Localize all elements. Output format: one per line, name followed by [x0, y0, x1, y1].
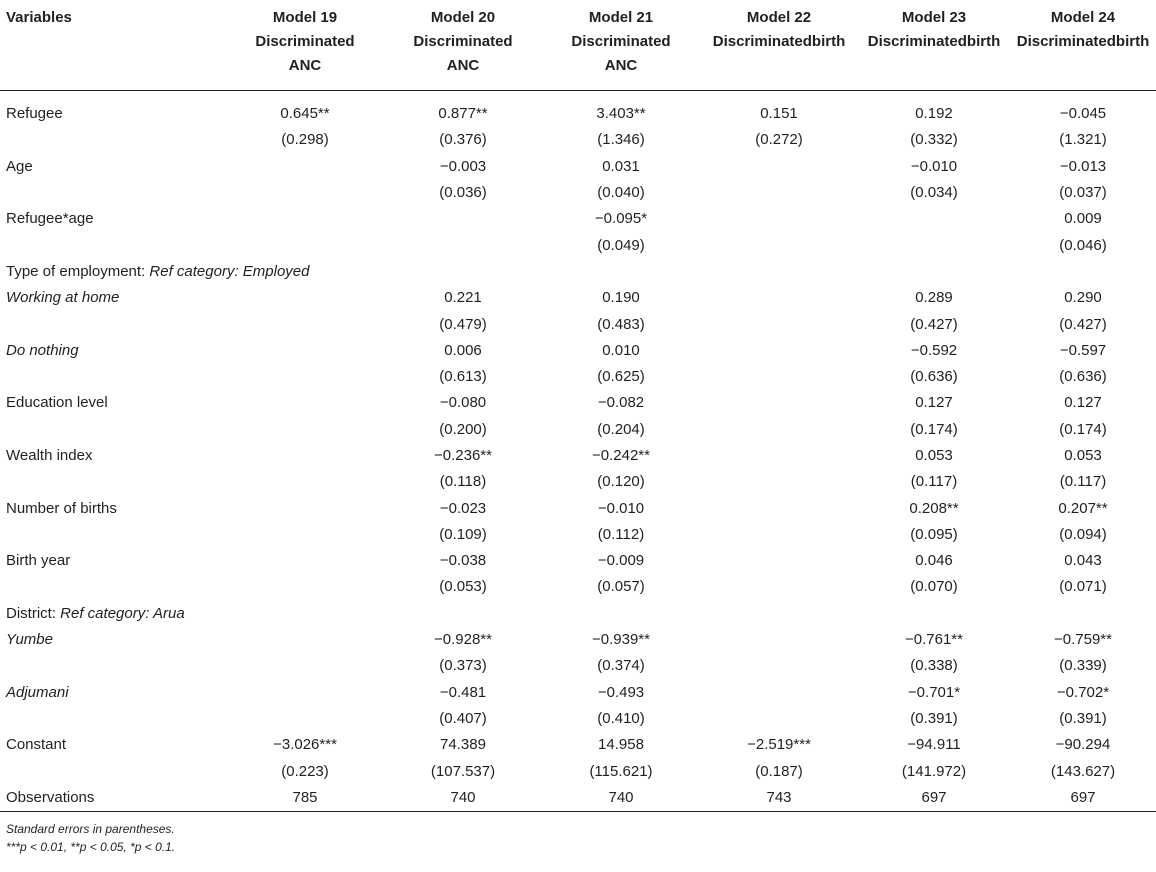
table-cell: (0.118): [439, 473, 487, 491]
footnote-significance: ***p < 0.01, **p < 0.05, *p < 0.1.: [6, 840, 176, 854]
table-cell: [858, 206, 1010, 232]
table-cell: 0.190: [602, 289, 640, 307]
table-cell: (0.034): [910, 184, 958, 202]
table-cell: (107.537): [430, 762, 496, 780]
variables-header-label: Variables: [6, 9, 72, 26]
row-label-text: District:: [6, 604, 61, 622]
table-cell: [700, 390, 858, 416]
row-label: [0, 390, 226, 416]
row-label-text: Constant: [6, 736, 67, 754]
table-row: [0, 732, 1156, 758]
table-cell: [700, 653, 858, 679]
table-cell: 0.127: [1064, 394, 1102, 412]
row-label-text: Refugee: [6, 105, 63, 123]
table-cell: [700, 574, 858, 600]
dependent-variable-label: Discriminatedbirth: [1016, 33, 1150, 50]
table-cell: (0.391): [910, 709, 958, 727]
table-cell: [700, 627, 858, 653]
table-cell: [700, 680, 858, 706]
table-cell: [1010, 601, 1156, 627]
row-label-text: Age: [6, 157, 33, 175]
variables-column-header: [0, 0, 226, 91]
table-header: [0, 0, 1156, 91]
table-cell: [226, 627, 384, 653]
table-row: [0, 574, 1156, 600]
table-cell: (0.479): [439, 315, 487, 333]
dependent-variable-label: Discriminated: [571, 33, 671, 50]
row-label-text: Type of employment:: [6, 262, 150, 280]
model-column-header: [1010, 0, 1156, 91]
table-cell: −3.026***: [273, 736, 337, 754]
row-label: [0, 680, 226, 706]
table-cell: [858, 232, 1010, 258]
table-cell: (0.117): [910, 473, 958, 491]
table-cell: (0.374): [597, 657, 645, 675]
table-cell: 0.221: [444, 289, 482, 307]
table-row: [0, 390, 1156, 416]
row-label: [0, 758, 226, 784]
row-label: [0, 417, 226, 443]
table-cell: [700, 232, 858, 258]
row-label: [0, 127, 226, 153]
row-label-text: Number of births: [6, 499, 117, 517]
table-cell: (0.187): [755, 762, 803, 780]
table-cell: (0.094): [1059, 525, 1107, 543]
table-cell: (0.625): [597, 368, 645, 386]
table-row: [0, 232, 1156, 258]
table-cell: [226, 548, 384, 574]
table-cell: −90.294: [1055, 736, 1111, 754]
table-cell: −0.010: [910, 157, 958, 175]
table-cell: [1010, 259, 1156, 285]
table-row: [0, 417, 1156, 443]
table-cell: −0.939**: [592, 631, 650, 649]
table-row: [0, 627, 1156, 653]
model-name: Model 22: [746, 9, 812, 26]
table-row: [0, 653, 1156, 679]
table-cell: [226, 232, 384, 258]
table-cell: 0.053: [915, 447, 953, 464]
table-cell: [226, 206, 384, 232]
row-label: [0, 232, 226, 258]
table-cell: 740: [384, 785, 542, 812]
table-cell: [700, 338, 858, 364]
table-cell: (0.071): [1059, 578, 1107, 596]
row-label-text: Education level: [6, 394, 108, 412]
table-cell: 14.958: [598, 736, 644, 754]
table-cell: (0.049): [597, 236, 645, 254]
row-label: [0, 495, 226, 521]
table-cell: 785: [226, 785, 384, 812]
table-cell: (0.040): [597, 184, 645, 202]
table-row: [0, 758, 1156, 784]
table-cell: (0.376): [439, 131, 487, 149]
table-cell: (0.174): [910, 420, 958, 438]
table-cell: (0.174): [1059, 420, 1107, 438]
table-cell: −0.761**: [905, 631, 963, 649]
row-label: [0, 522, 226, 548]
table-cell: 0.207**: [1058, 499, 1108, 517]
footnote-standard-errors: Standard errors in parentheses.: [6, 822, 175, 836]
table-cell: [700, 311, 858, 337]
table-cell: (0.223): [281, 762, 329, 780]
table-cell: [226, 522, 384, 548]
table-cell: [226, 154, 384, 180]
table-cell: (0.112): [597, 525, 645, 543]
table-cell: 0.290: [1064, 289, 1102, 307]
table-cell: (0.332): [910, 131, 958, 149]
table-cell: 0.151: [760, 105, 798, 123]
row-label-text: Working at home: [6, 289, 120, 307]
table-cell: −0.236**: [434, 447, 492, 464]
row-label: [0, 653, 226, 679]
table-cell: (0.391): [1059, 709, 1107, 727]
table-cell: −0.597: [1059, 341, 1107, 359]
table-cell: [858, 259, 1010, 285]
table-cell: −0.038: [439, 552, 487, 570]
table-cell: 0.192: [915, 105, 953, 123]
table-cell: 743: [700, 785, 858, 812]
reference-category: Ref category: Arua: [60, 604, 185, 622]
reference-category: Ref category: Employed: [149, 262, 310, 280]
table-row: [0, 522, 1156, 548]
table-cell: 740: [542, 785, 700, 812]
row-label: [0, 259, 310, 285]
table-row: [0, 601, 1156, 627]
table-cell: (0.120): [597, 473, 645, 491]
row-label: [0, 364, 226, 390]
table-cell: −0.928**: [434, 631, 492, 649]
table-cell: (0.427): [1059, 315, 1107, 333]
dependent-variable-label: Discriminatedbirth: [867, 33, 1001, 50]
row-label-text: Observations: [6, 788, 95, 806]
table-cell: [700, 364, 858, 390]
table-row: [0, 311, 1156, 337]
row-label: [0, 785, 226, 812]
dependent-variable-label: ANC: [288, 57, 322, 74]
table-cell: −2.519***: [747, 736, 811, 754]
table-cell: (115.621): [589, 762, 653, 780]
table-cell: −0.080: [439, 394, 487, 412]
table-cell: [700, 443, 858, 469]
table-cell: (0.427): [910, 315, 958, 333]
table-cell: (0.636): [910, 368, 958, 386]
table-cell: [858, 601, 1010, 627]
table-cell: 0.010: [602, 341, 640, 359]
table-cell: [226, 706, 384, 732]
row-label: [0, 469, 226, 495]
table-cell: 0.289: [915, 289, 953, 307]
table-row: [0, 285, 1156, 311]
table-cell: (0.070): [910, 578, 958, 596]
table-row: [0, 259, 1156, 285]
row-label: [0, 206, 226, 232]
table-cell: [226, 601, 384, 627]
table-row: [0, 495, 1156, 521]
table-row: [0, 443, 1156, 469]
table-cell: [700, 206, 858, 232]
table-body: [0, 91, 1156, 812]
table-row: [0, 706, 1156, 732]
table-cell: (0.046): [1059, 236, 1107, 254]
table-row: [0, 127, 1156, 153]
table-cell: [226, 338, 384, 364]
model-name: Model 20: [430, 9, 496, 26]
table-cell: −0.045: [1059, 105, 1107, 123]
table-cell: [700, 417, 858, 443]
table-row: [0, 206, 1156, 232]
dependent-variable-label: Discriminatedbirth: [712, 33, 846, 50]
table-cell: [226, 364, 384, 390]
table-cell: −0.592: [910, 341, 958, 359]
table-cell: 0.043: [1064, 552, 1102, 570]
table-cell: (0.200): [439, 420, 487, 438]
dependent-variable-label: ANC: [446, 57, 480, 74]
table-cell: 0.053: [1064, 447, 1102, 464]
table-cell: −0.010: [597, 499, 645, 517]
row-label: [0, 706, 226, 732]
dependent-variable-label: Discriminated: [413, 33, 513, 50]
table-cell: [700, 522, 858, 548]
table-cell: [226, 311, 384, 337]
row-label: [0, 285, 226, 311]
table-cell: [226, 653, 384, 679]
table-cell: (0.272): [755, 131, 803, 149]
model-column-header: [542, 0, 700, 91]
table-cell: [226, 417, 384, 443]
model-name: Model 19: [272, 9, 338, 26]
table-cell: (0.613): [439, 368, 487, 386]
table-cell: [384, 232, 542, 258]
table-cell: 697: [1010, 785, 1156, 812]
table-cell: [226, 469, 384, 495]
table-cell: (0.483): [597, 315, 645, 333]
model-column-header: [858, 0, 1010, 91]
table-cell: (0.036): [439, 184, 487, 202]
table-cell: [700, 548, 858, 574]
table-row: [0, 548, 1156, 574]
table-cell: (0.636): [1059, 368, 1107, 386]
table-cell: [226, 495, 384, 521]
table-cell: [384, 259, 542, 285]
row-label-text: Adjumani: [6, 683, 69, 701]
table-cell: −0.701*: [907, 683, 961, 701]
table-cell: [226, 390, 384, 416]
row-label-text: Refugee*age: [6, 210, 94, 228]
table-cell: −0.759**: [1054, 631, 1112, 649]
table-cell: 697: [858, 785, 1010, 812]
row-label: [0, 732, 226, 758]
table-row: [0, 469, 1156, 495]
table-cell: [700, 180, 858, 206]
table-cell: (0.407): [439, 709, 487, 727]
dependent-variable-label: Discriminated: [255, 33, 355, 50]
table-cell: [226, 680, 384, 706]
table-cell: [700, 706, 858, 732]
table-cell: (0.373): [439, 657, 487, 675]
table-cell: [226, 443, 384, 469]
table-cell: (0.053): [439, 578, 487, 596]
table-cell: −0.481: [439, 683, 487, 701]
row-label-text: Wealth index: [6, 447, 93, 464]
row-label: [0, 180, 226, 206]
table-cell: 3.403**: [596, 105, 646, 123]
table-cell: −0.702*: [1056, 683, 1110, 701]
table-cell: (0.410): [597, 709, 645, 727]
row-label: [0, 574, 226, 600]
table-cell: [700, 495, 858, 521]
table-cell: [700, 601, 858, 627]
table-cell: −0.009: [597, 552, 645, 570]
table-cell: 0.877**: [438, 105, 488, 123]
model-name: Model 21: [588, 9, 654, 26]
table-row: [0, 680, 1156, 706]
row-label: [0, 443, 226, 469]
row-label-text: Do nothing: [6, 341, 79, 359]
row-label-text: Yumbe: [6, 631, 53, 649]
table-cell: (1.321): [1059, 131, 1107, 149]
table-cell: (0.037): [1059, 184, 1107, 202]
table-cell: [542, 601, 700, 627]
table-row: [0, 101, 1156, 127]
table-cell: −0.493: [597, 683, 645, 701]
table-cell: (0.095): [910, 525, 958, 543]
dependent-variable-label: ANC: [604, 57, 638, 74]
table-cell: [700, 469, 858, 495]
table-cell: [542, 259, 700, 285]
table-row: [0, 180, 1156, 206]
table-cell: −0.013: [1059, 157, 1107, 175]
row-label: [0, 627, 226, 653]
row-label: [0, 338, 226, 364]
table-cell: −0.095*: [594, 210, 648, 228]
model-name: Model 23: [901, 9, 967, 26]
table-cell: (0.109): [439, 525, 487, 543]
table-cell: [700, 285, 858, 311]
table-cell: (141.972): [901, 762, 967, 780]
table-cell: (0.204): [597, 420, 645, 438]
table-row: [0, 785, 1156, 812]
row-label: [0, 548, 226, 574]
table-row: [0, 364, 1156, 390]
table-cell: −0.023: [439, 499, 487, 517]
table-cell: 0.208**: [909, 499, 959, 517]
table-cell: 0.645**: [280, 105, 330, 123]
table-cell: −0.003: [439, 157, 487, 175]
row-label-text: Birth year: [6, 552, 71, 570]
table-cell: −0.082: [597, 394, 645, 412]
model-column-header: [226, 0, 384, 91]
table-row: [0, 154, 1156, 180]
model-column-header: [384, 0, 542, 91]
table-cell: [226, 574, 384, 600]
table-cell: [700, 154, 858, 180]
table-cell: [384, 206, 542, 232]
table-cell: (0.117): [1059, 473, 1107, 491]
model-column-header: [700, 0, 858, 91]
row-label: [0, 601, 226, 627]
table-cell: (0.298): [281, 131, 329, 149]
row-label: [0, 101, 226, 127]
table-cell: (1.346): [597, 131, 645, 149]
table-cell: 0.006: [444, 341, 482, 359]
table-cell: (143.627): [1050, 762, 1116, 780]
table-cell: −94.911: [907, 736, 961, 754]
table-cell: 74.389: [440, 736, 486, 754]
table-cell: 0.009: [1064, 210, 1102, 228]
row-label: [0, 154, 226, 180]
table-cell: [700, 259, 858, 285]
table-cell: (0.338): [910, 657, 958, 675]
model-name: Model 24: [1050, 9, 1116, 26]
table-cell: 0.046: [915, 552, 953, 570]
table-cell: 0.127: [915, 394, 953, 412]
table-cell: −0.242**: [592, 447, 650, 464]
table-cell: (0.057): [597, 578, 645, 596]
row-label: [0, 311, 226, 337]
table-cell: [226, 180, 384, 206]
table-row: [0, 338, 1156, 364]
table-cell: (0.339): [1059, 657, 1107, 675]
table-cell: 0.031: [602, 157, 640, 175]
spacer-row: [0, 91, 1156, 102]
table-cell: [384, 601, 542, 627]
table-cell: [226, 285, 384, 311]
